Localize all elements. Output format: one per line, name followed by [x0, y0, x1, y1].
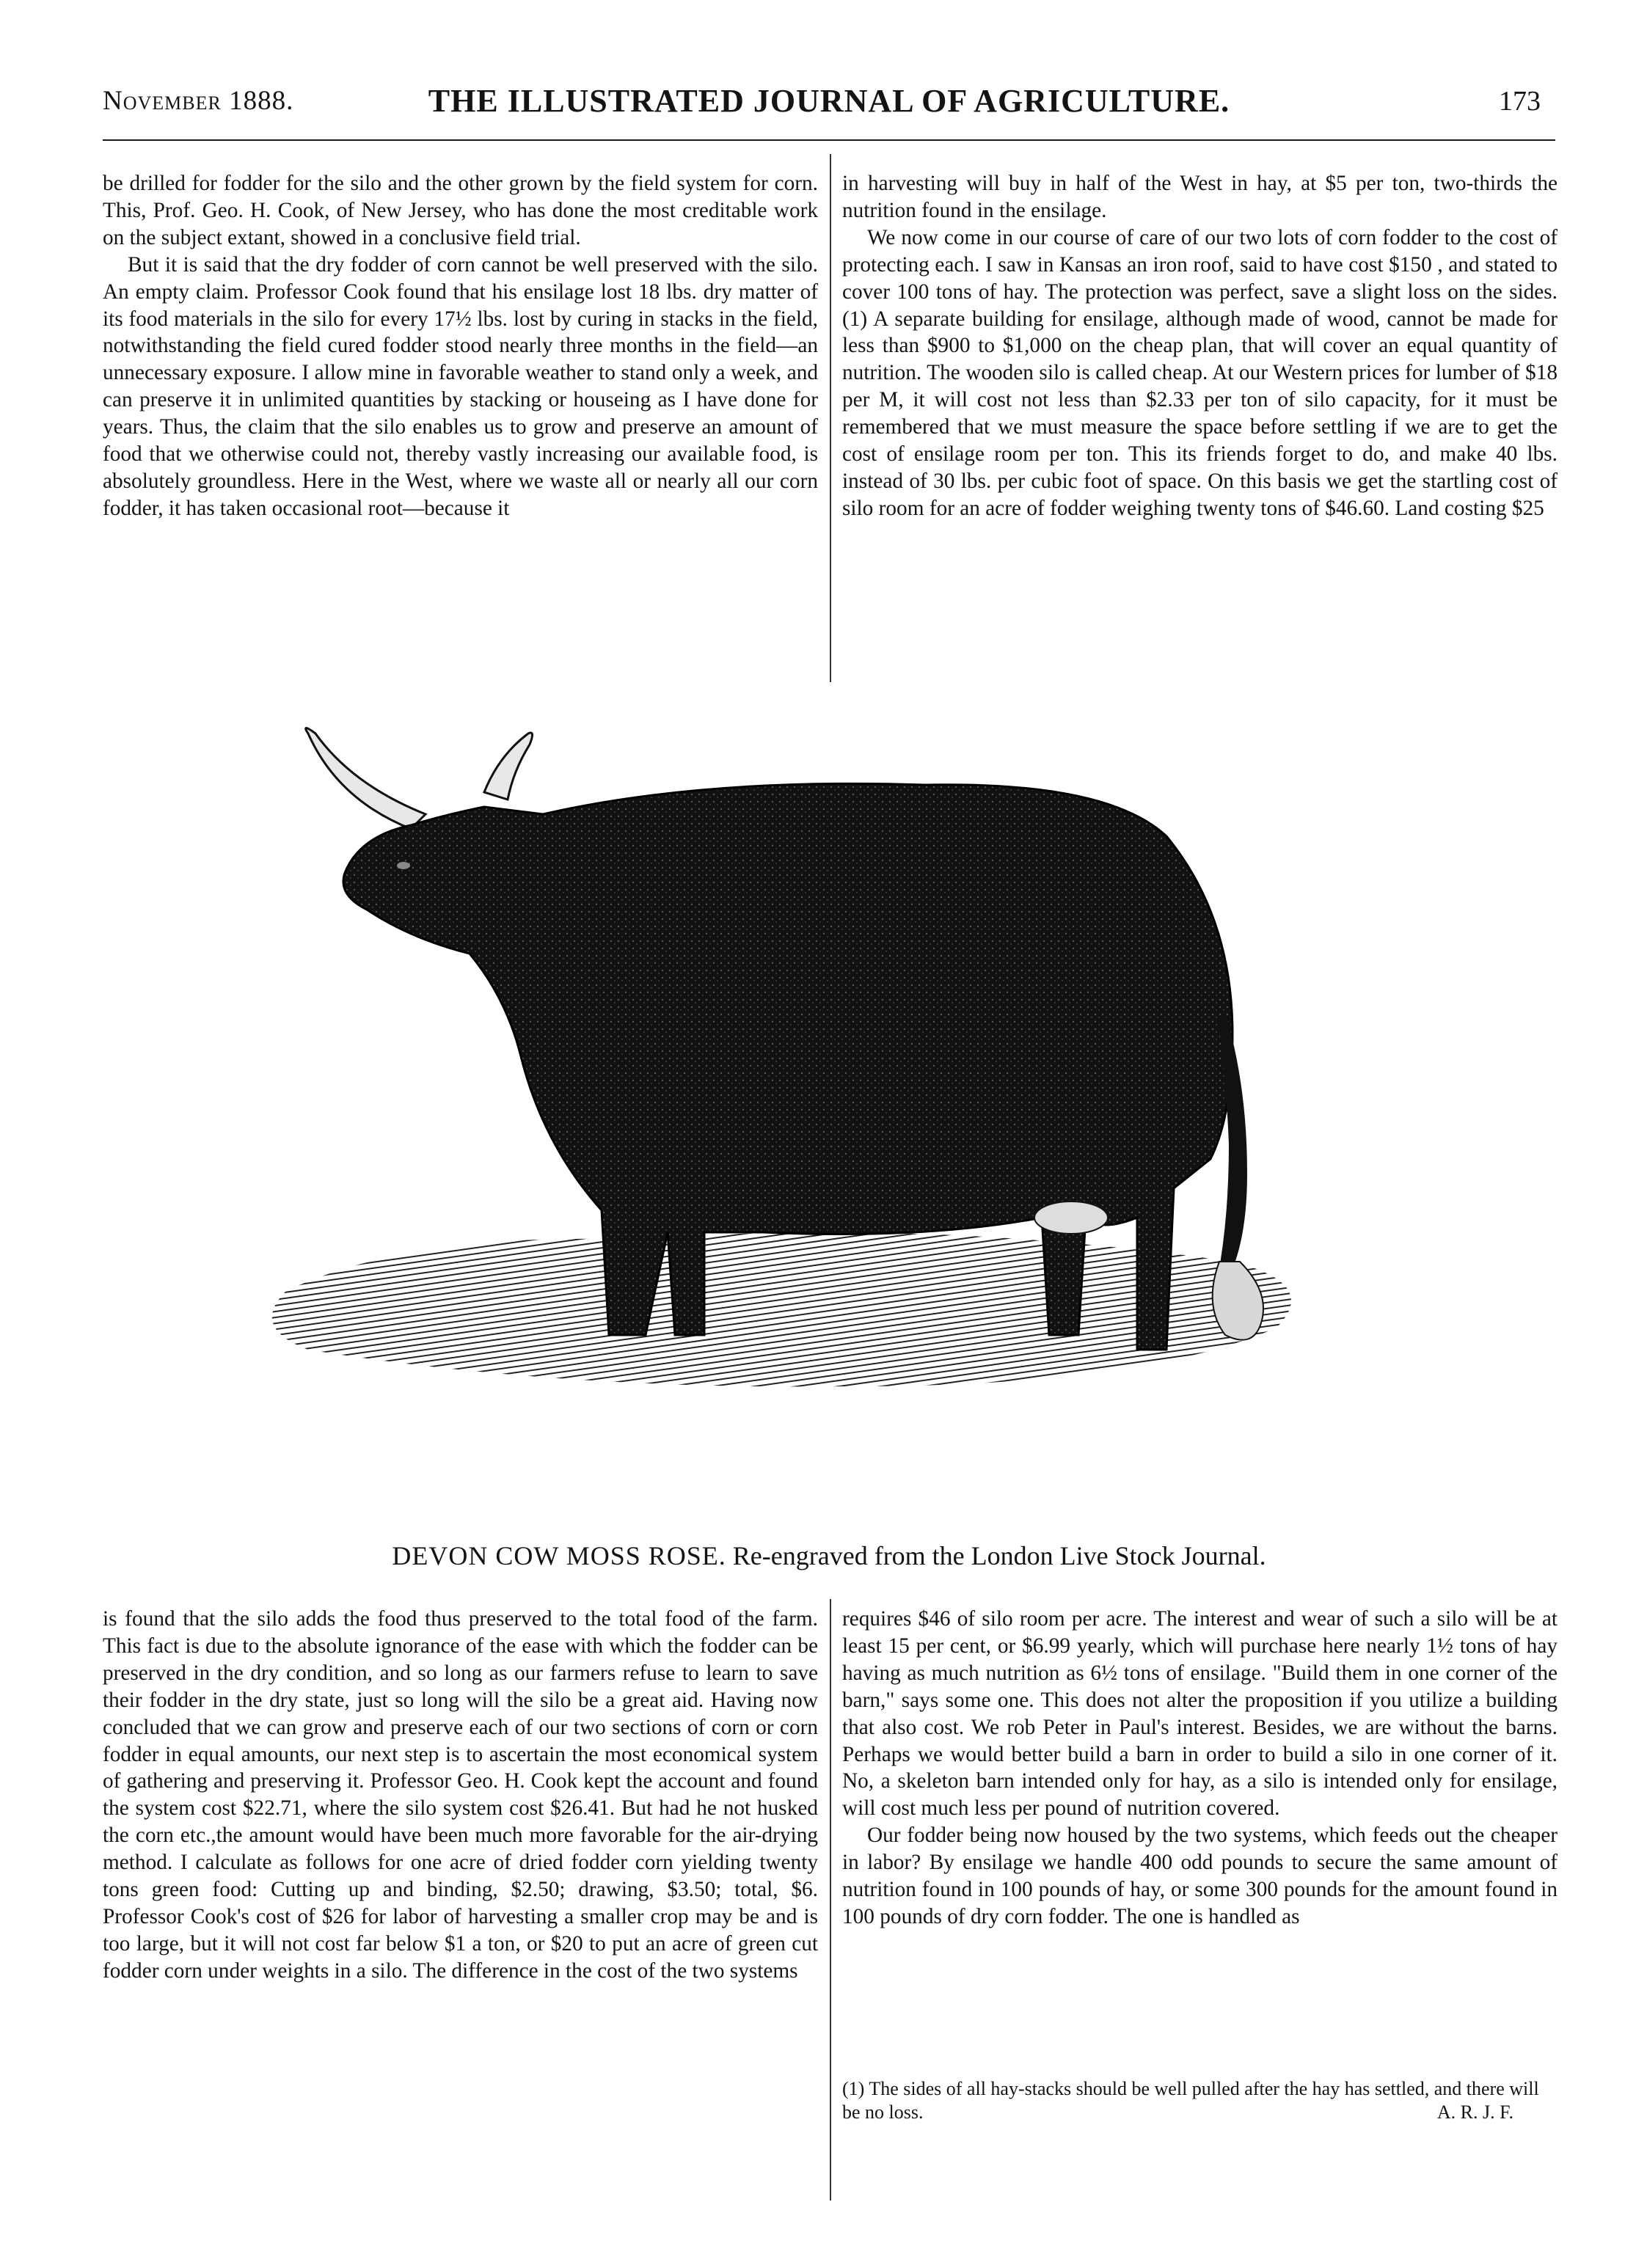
- figure-caption: [103, 1540, 1555, 1571]
- caption-credit: Re-engraved from the London Live Stock Journal.: [732, 1541, 1266, 1570]
- cow-engraving: [191, 704, 1453, 1526]
- running-header: [103, 79, 1555, 123]
- paragraph: is found that the silo adds the food thus preserved to the total food of the farm. This fact is due to the absolute ignorance of the ease with which the fodder can be preserved in the dry condition, and so long as our farmers refuse to learn to save their fodder in the dry state, just so long will the silo be a great aid. Having now concluded that we can grow and preserve each of our two sections of corn or corn fodder in equal amounts, our next step is to ascertain the most economical system of gathering and preserving it. Professor Geo. H. Cook kept the account and found the system cost $22.71, where the silo system cost $26.41. But had he not husked the corn etc.,the amount would have been much more favorable for the air-drying method. I calculate as follows for one acre of dried fodder corn yielding twenty tons green food: Cutting up and binding, $2.50; drawing, $3.50; total, $6. Professor Cook's cost of $26 for labor of harvesting a smaller crop may be and is too large, but it will not cost far below $1 a ton, or $20 to put an acre of green cut fodder corn under weights in a silo. The difference in the cost of the two systems: [103, 1607, 818, 1983]
- footnote-text: (1) The sides of all hay-stacks should be well pulled after the hay has settled, and there will be no loss.: [842, 2078, 1539, 2123]
- top-right-column: [842, 170, 1558, 684]
- paragraph: Our fodder being now housed by the two systems, which feeds out the cheaper in labor? By ensilage we handle 400 odd pounds to secure the same amount of nutrition found in 100 pounds of hay, or some 300 pounds for the amount found in 100 pounds of dry corn fodder. The one is handled as: [842, 1823, 1558, 1928]
- paragraph: We now come in our course of care of our two lots of corn fodder to the cost of protecting each. I saw in Kansas an iron roof, said to have cost $150 , and stated to cover 100 tons of hay. The protection was perfect, save a slight loss on the sides.(1) A separate building for ensilage, although made of wood, cannot be made for less than $900 to $1,000 on the cheap plan, that will cover an equal quantity of nutrition. The wooden silo is called cheap. At our Western prices for lumber of $18 per M, it will cost not less than $2.33 per ton of silo capacity, for it must be remembered that we must measure the space before settling if we are to get the cost of ensilage room per ton. This its friends forget to do, and make 40 lbs. instead of 30 lbs. per cubic foot of space. On this basis we get the startling cost of silo room for an acre of fodder weighing twenty tons of $46.60. Land costing $25: [842, 225, 1558, 520]
- bottom-left-column: [103, 1606, 818, 2185]
- top-left-column: [103, 170, 818, 684]
- paragraph: in harvesting will buy in half of the West in hay, at $5 per ton, two-thirds the nutrition found in the ensilage.: [842, 172, 1558, 222]
- footnote-signature: A. R. J. F.: [1436, 2101, 1513, 2123]
- issue-date: November 1888.: [103, 86, 294, 116]
- journal-title: THE ILLUSTRATED JOURNAL OF AGRICULTURE.: [428, 83, 1230, 119]
- paragraph: But it is said that the dry fodder of corn cannot be well preserved with the silo. An empty claim. Professor Cook found that his ensilage lost 18 lbs. dry matter of its food materials in the silo for every 17½ lbs. lost by curing in stacks in the field, notwithstanding the field cured fodder stood nearly three months in the field—an unnecessary exposure. I allow mine in favorable weather to stand only a week, and can preserve it in unlimited quantities by stacking or houseing as I have done for years. Thus, the claim that the silo enables us to grow and preserve an amount of food that we otherwise could not, thereby vastly increasing our available food, is absolutely groundless. Here in the West, where we waste all or nearly all our corn fodder, it has taken occasional root—because it: [103, 252, 818, 520]
- paragraph: requires $46 of silo room per acre. The interest and wear of such a silo will be at least 15 per cent, or $6.99 yearly, which will purchase here nearly 1½ tons of hay having as much nutrition as 6½ tons of ensilage. "Build them in one corner of the barn," says some one. This does not alter the proposition if you utilize a building that also cost. We rob Peter in Paul's interest. Besides, we are without the barns. Perhaps we would better build a barn in order to build a silo in one corner of it. No, a skeleton barn intended only for hay, as a silo is intended only for ensilage, will cost much less per pound of nutrition covered.: [842, 1607, 1558, 1821]
- paragraph: be drilled for fodder for the silo and the other grown by the field system for corn. This, Prof. Geo. H. Cook, of New Jersey, who has done the most creditable work on the subject extant, showed in a conclusive field trial.: [103, 172, 818, 249]
- column-divider: [830, 154, 831, 682]
- caption-title: DEVON COW MOSS ROSE.: [392, 1541, 726, 1570]
- page-number: 173: [1499, 86, 1541, 117]
- column-divider: [830, 1599, 831, 2201]
- header-rule: [103, 139, 1555, 141]
- footnote: [842, 2077, 1558, 2124]
